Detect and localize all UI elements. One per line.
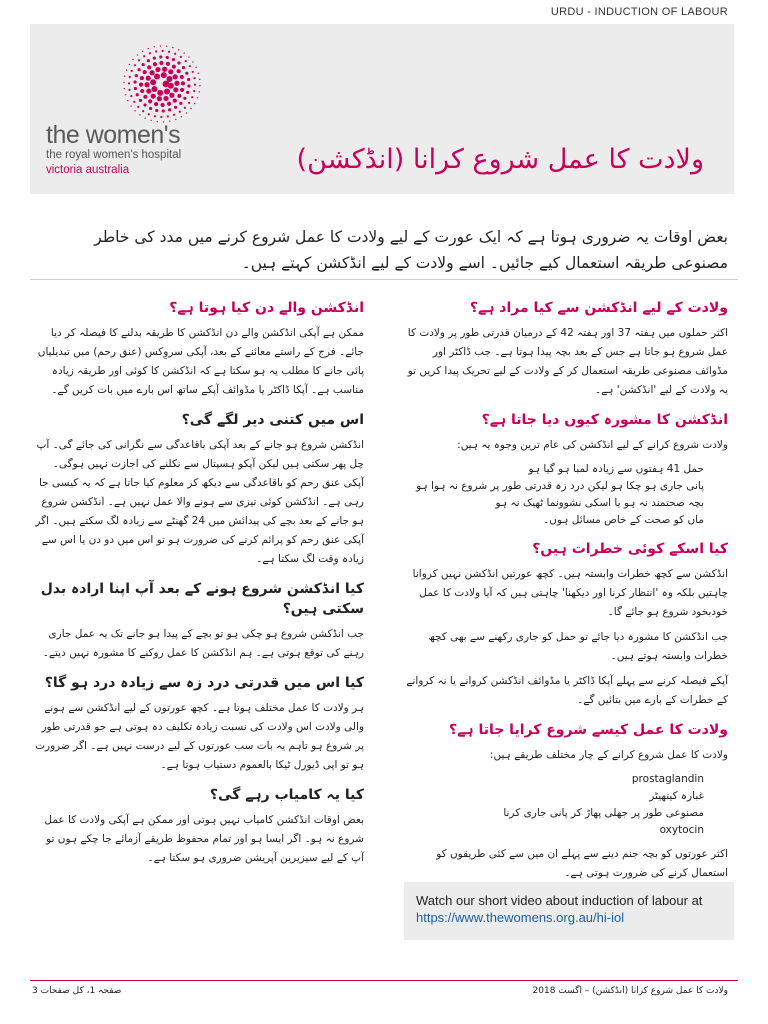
logo-name: the women's <box>46 121 181 149</box>
section-paragraph: بعض اوقات انڈکشن کامیاب نہیں ہوتی اور ممکن ہے آپکی ولادت کا عمل شروع نہ ہو۔ اگر ایسا ہو اور تمام محفوظ طریقے آزمائے جا چکے ہوں تو آپ کے لیے سیزیرین آپریشن ضروری ہو سکتا ہے۔ <box>44 814 364 864</box>
document-category-label: URDU - INDUCTION OF LABOUR <box>550 6 728 18</box>
section-paragraph: جب انڈکشن شروع ہو چکی ہو تو بچے کے پیدا ہو جانے تک یہ عمل جاری رہنے کی توقع ہوتی ہے۔ ہم انڈکشن کا عمل روکنے کا مشورہ نہیں دیتے۔ <box>42 628 364 659</box>
section-heading: ولادت کا عمل کیسے شروع کرایا جاتا ہے؟ <box>449 722 728 738</box>
logo-wordmark <box>46 122 181 178</box>
section-paragraph: جب انڈکشن کا مشورہ دیا جائے تو حمل کو جاری رکھنے سے بھی کچھ خطرات وابستہ ہوتے ہیں۔ <box>428 631 728 662</box>
logo-location: victoria australia <box>46 164 130 176</box>
section-heading: کیا اسکے کوئی خطرات ہیں؟ <box>532 541 728 557</box>
section-heading: اس میں کتنی دیر لگے گی؟ <box>181 412 364 428</box>
section-paragraph: انڈکشن سے کچھ خطرات وابستہ ہیں۔ کچھ عورتیں انڈکشن نہیں کروانا چاہتیں بلکہ وہ 'انتظار کرنا اور دیکھنا' چاہتی ہیں کہ آیا ولادت کا عمل خودبخود شروع ہو جائے گا۔ <box>412 568 728 618</box>
section-divider <box>30 279 738 280</box>
list-item: پانی جاری ہو چکا ہو لیکن درد زہ قدرتی طور پر شروع نہ ہوا ہو <box>416 480 704 492</box>
list-item: oxytocin <box>659 824 704 836</box>
section-paragraph: انڈکشن شروع ہو جانے کے بعد آپکی باقاعدگی سے نگرانی کی جائے گی۔ آپ چل پھر سکتی ہیں لیکن آپکو ہسپتال سے نکلنے کی اجازت نہیں ہوگی۔ آپکی عنق رحم کو باقاعدگی سے دیکھ کر معلوم کیا جاتا ہے کہ یہ کیسی جا رہی ہے۔ انڈکشن کوئی تیزی سے ہونے والا عمل نہیں ہے۔ انڈکشن شروع ہو جانے کے بعد بچے کی پیدائش میں 24 گھنٹے سے زیادہ لگ سکتے ہیں۔ اگر آپکی عنق رحم کو پرائم کرنے کی ضرورت ہو تو اس میں دو دن یا اس سے زیادہ وقت لگ سکتا ہے۔ <box>35 439 364 565</box>
page-title: ولادت کا عمل شروع کرانا (انڈکشن) <box>296 144 704 175</box>
intro-paragraph: بعض اوقات یہ ضروری ہوتا ہے کہ ایک عورت کے لیے ولادت کا عمل شروع کرنے میں مدد کی خاطر مصنوعی طریقہ استعمال کیے جائیں۔ اسے ولادت کے لیے انڈکشن کہتے ہیں۔ <box>94 228 728 272</box>
list-item: prostaglandin <box>631 773 704 785</box>
list-item: ماں کو صحت کے خاص مسائل ہوں۔ <box>542 514 704 526</box>
methods-list <box>398 771 704 839</box>
womens-hospital-logo-icon <box>122 44 202 124</box>
list-item: حمل 41 ہفتوں سے زیادہ لمبا ہو گیا ہو <box>528 463 704 475</box>
section-heading: انڈکشن والے دن کیا ہوتا ہے؟ <box>169 300 364 316</box>
section-paragraph: ولادت کا عمل شروع کرانے کے چار مختلف طریقے ہیں: <box>489 749 728 761</box>
logo-subtitle: the royal women's hospital <box>46 149 182 161</box>
video-link[interactable]: https://www.thewomens.org.au/hi-iol <box>416 910 625 925</box>
section-paragraph: ممکن ہے آپکی انڈکشن والے دن انڈکشن کا طریقہ بدلنے کا فیصلہ کر دیا جائے۔ فرج کے راستے معائنے کے بعد، آپکی سروِکس (عنق رحم) میں تبدیلیاں پائی جانے کا مطلب یہ ہو سکتا ہے کہ انڈکشن کا کوئی اور طریقہ زیادہ مناسب ہے۔ آپکا ڈاکٹر یا مڈوائف آپکے ساتھ اس بارے میں بات کریں گے۔ <box>37 327 364 396</box>
header-banner <box>30 24 734 194</box>
section-heading: انڈکشن کا مشورہ کیوں دیا جاتا ہے؟ <box>481 412 728 428</box>
section-paragraph: ولادت شروع کرانے کے لیے انڈکشن کی عام ترین وجوہ یہ ہیں: <box>457 439 728 451</box>
section-heading: کیا یہ کامیاب رہے گی؟ <box>209 787 364 803</box>
video-callout-text: Watch our short video about induction of labour at <box>416 893 703 908</box>
footer-rule <box>30 980 738 981</box>
section-paragraph: ہر ولادت کا عمل مختلف ہوتا ہے۔ کچھ عورتوں کے لیے انڈکشن سے ہونے والی ولادت اس ولادت کی نسبت زیادہ تکلیف دہ ہوتی ہے جو قدرتی طور پر شروع ہو تاہم یہ بات سب عورتوں کے لیے درست نہیں ہے۔ اگر ضرورت ہو تو اپی ڈیورل ٹیکا بالعموم دستیاب ہوتا ہے۔ <box>35 702 364 771</box>
section-paragraph: اکثر حملوں میں ہفتہ 37 اور ہفتہ 42 کے درمیان قدرتی طور پر ولادت کا عمل شروع ہو جاتا ہے جس کے بعد بچہ پیدا ہوتا ہے۔ جب ڈاکٹر اور مڈوائف مصنوعی طریقہ استعمال کر کے ولادت کے لیے تحریک پیدا کریں تو یہ ولادت کے لیے 'انڈکشن' ہے۔ <box>407 327 728 396</box>
section-paragraph: آپکے فیصلہ کرنے سے پہلے آپکا ڈاکٹر یا مڈوائف انڈکشن کروانے یا نہ کروانے کے خطرات کے بارے میں بتائیں گے۔ <box>406 675 728 706</box>
reasons-list <box>398 461 704 529</box>
right-column <box>398 288 728 889</box>
list-item: بچہ صحتمند نہ ہو یا اسکی نشوونما ٹھیک نہ ہو <box>495 497 704 509</box>
list-item: مصنوعی طور پر جھلی پھاڑ کر پانی جاری کرنا <box>503 807 704 819</box>
page-number: صفحہ 1، کل صفحات 3 <box>32 986 122 996</box>
section-heading: ولادت کے لیے انڈکشن سے کیا مراد ہے؟ <box>469 300 728 316</box>
section-paragraph: اکثر عورتوں کو بچہ جنم دینے سے پہلے ان میں سے کئی طریقوں کو استعمال کرنے کی ضرورت ہوتی ہے۔ <box>436 848 728 879</box>
left-column <box>32 288 364 874</box>
section-heading: کیا انڈکشن شروع ہونے کے بعد آپ اپنا ارادہ بدل سکتی ہیں؟ <box>40 581 364 617</box>
video-callout-box <box>404 882 734 940</box>
footer-doc-title: ولادت کا عمل شروع کرانا (انڈکشن) – اگست 2018 <box>532 986 728 996</box>
section-heading: کیا اس میں قدرتی درد زہ سے زیادہ درد ہو گا؟ <box>44 675 364 691</box>
list-item: غبارہ کیتھیٹر <box>649 790 704 802</box>
